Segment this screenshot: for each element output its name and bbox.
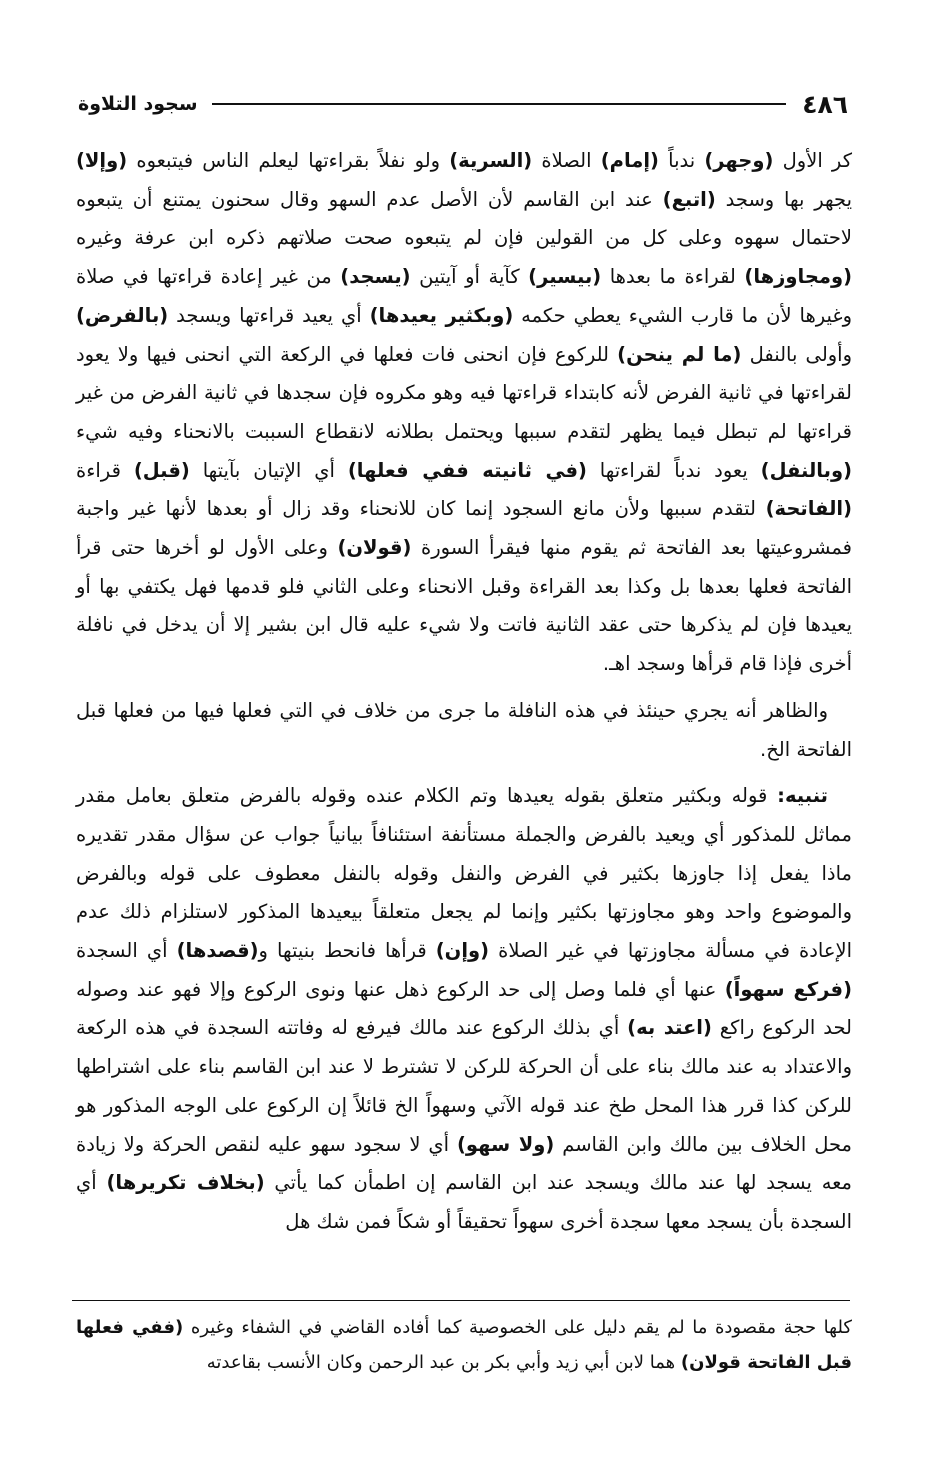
- bold-term: (اتبع): [662, 187, 716, 211]
- text-run: وأولى بالنفل: [741, 342, 853, 366]
- bold-term: (ولا سهو): [457, 1132, 555, 1156]
- text-run: ندباً: [658, 149, 705, 172]
- bold-term: (وإن): [435, 939, 490, 963]
- text-run: يجهر بها وسجد: [715, 187, 853, 211]
- text-run: أي يعيد قراءتها ويسجد: [168, 303, 370, 327]
- bold-term: (فركع سهواً): [724, 977, 852, 1001]
- text-run: أي لا سجود سهو عليه لنقص الحركة ولا زيادة معه يسجد لها عند مالك ويسجد عند ابن القاسم إن اطمأن كما يأتي: [76, 1132, 852, 1195]
- page-header: [78, 86, 848, 122]
- bold-term: (قصدها): [176, 939, 259, 963]
- bold-term: (بالفرض): [76, 303, 169, 327]
- text-run: هما لابن أبي زيد وأبي بكر بن عبد الرحمن وكان الأنسب بقاعدته: [206, 1352, 681, 1373]
- bold-term: (في ثانيته ففي فعلها): [347, 458, 587, 482]
- paragraph-note: والظاهر أنه يجري حينئذ في هذه النافلة ما جرى من خلاف في التي فعلها فيها من فعلها قبل الفاتحة الخ.: [76, 698, 852, 761]
- bold-term: (قبل): [133, 458, 190, 482]
- text-run: أي السجدة بأن يسجد معها سجدة أخرى سهواً تحقيقاً أو شكاً فمن شك هل: [76, 1171, 852, 1233]
- header-rule: [212, 103, 787, 105]
- text-run: يعود ندباً لقراءتها: [586, 458, 761, 482]
- bold-term: (ففي فعلها قبل الفاتحة قولان): [76, 1317, 852, 1373]
- footnote-text: [76, 1310, 852, 1380]
- text-run: قوله وبكثير متعلق بقوله يعيدها وتم الكلام عنده وقوله بالفرض متعلق بعامل مقدر مماثل للمذكور أي ويعيد بالفرض والجملة مستأنفة استئنافاً بيانياً جواب عن سؤال مقدر تقديره ماذا يفعل إذا جاوزها بكثير في الفرض والنفل وقوله بالنفل معطوف على قوله وبالفرض والموضوع واحد وهو مجاوزتها بكثير وإنما لم يجعل متعلقاً بيعيدها المذكور لاستلزام ذلك عدم الإعادة في مسألة مجاوزتها في غير الصلاة: [76, 784, 853, 963]
- page-number: ٤٨٦: [802, 89, 848, 119]
- bold-term: (وبكثير يعيدها): [369, 303, 514, 327]
- footnote: [76, 1310, 852, 1380]
- text-run: كآية أو آيتين: [410, 265, 529, 289]
- bold-term: (وبالنفل): [760, 458, 852, 482]
- bold-term: (بخلاف تكريرها): [106, 1171, 265, 1195]
- text-run: لقراءة ما بعدها: [601, 265, 745, 289]
- bold-term: (قولان): [337, 536, 412, 560]
- bold-term: (يسجد): [340, 265, 411, 289]
- bold-term: تنبيه:: [777, 784, 828, 808]
- main-text: [76, 142, 852, 1242]
- text-run: عنها أي فلما وصل إلى حد الركوع ذهل عنها ونوى الركوع وإلا فهو عند وصوله لحد الركوع راكع: [76, 977, 852, 1040]
- text-run: من غير إعادة قراءتها في صلاة وغيرها لأن ما قارب الشيء يعطي حكمه: [76, 265, 852, 327]
- text-run: عند ابن القاسم لأن الأصل عدم السهو وقال سحنون يمتنع أن يتبعوه لاحتمال سهوه وعلى كل من القولين فإن لم يتبعوه صحت صلاتهم ذكره ابن عرفة وغيره: [76, 187, 852, 250]
- text-run: كلها حجة مقصودة ما لم يقم دليل على الخصوصية كما أفاده القاضي في الشفاء وغيره: [183, 1317, 852, 1338]
- bold-term: (إمام): [600, 149, 659, 172]
- text-run: لتقدم سببها ولأن مانع السجود إنما كان للانحناء وقد زال أو بعدها لأنها غير واجبة فمشروعيتها بعد الفاتحة ثم يقوم منها فيقرأ السورة: [76, 497, 852, 560]
- bold-term: (اعتد به): [627, 1016, 712, 1040]
- running-title: سجود التلاوة: [78, 93, 198, 115]
- bold-term: (السرية): [449, 149, 533, 172]
- footnote-rule: [72, 1300, 850, 1301]
- bold-term: (الفاتحة): [765, 497, 852, 521]
- text-run: الصلاة: [532, 149, 601, 172]
- bold-term: (ما لم ينحن): [617, 342, 742, 366]
- text-run: قراءة: [76, 458, 134, 482]
- bold-term: (بيسير): [528, 265, 602, 289]
- text-run: أي السجدة: [76, 939, 177, 963]
- paragraph-tanbih: [76, 777, 852, 1241]
- paragraph-commentary: [76, 142, 852, 684]
- bold-term: (وجهر): [704, 149, 774, 172]
- text-run: وعلى الأول لو أخرها حتى قرأ الفاتحة فعلها بعدها بل وكذا بعد القراءة وقبل الانحناء وعلى الثاني فلو قدمها فهل يكتفي بها أو يعيدها فإن لم يذكرها حتى عقد الثانية فاتت ولا شيء عليه قال ابن بشير إلا أن يدخل في نافلة أخرى فإذا قام قرأها وسجد اهـ.: [76, 536, 852, 676]
- text-run: للركوع فإن انحنى فات فعلها في الركعة التي انحنى فيها ولا يعود لقراءتها في ثانية الفرض لأنه كابتداء قراءتها فيه وهو مكروه فإن سجدها في ثانية الفرض من غير قراءتها لم تبطل فيما يظهر لتقدم سببها ويحتمل بطلانه لانقطاع السببت بالانحناء وفيه شيء: [76, 342, 852, 443]
- text-run: ولو نفلاً بقراءتها ليعلم الناس فيتبعوه: [127, 149, 450, 172]
- bold-term: (ومجاوزها): [744, 265, 853, 289]
- text-run: كر الأول: [773, 149, 852, 172]
- bold-term: (وإلا): [76, 149, 128, 172]
- text-run: أي بذلك الركوع عند مالك فيرفع له وفاتته السجدة في هذه الركعة والاعتداد به عند مالك بناء على أن الحركة للركن لا تشترط لا عند ابن القاسم بناء على اشتراطها للركن كذا قرر هذا المحل طخ عند قوله الآتي وسهواً الخ قائلاً إن الركوع على الوجه المذكور هو محل الخلاف بين مالك وابن القاسم: [76, 1016, 853, 1156]
- text-run: أي الإتيان بآيتها: [189, 458, 348, 482]
- text-run: قرأها فانحط بنيتها و: [258, 939, 436, 963]
